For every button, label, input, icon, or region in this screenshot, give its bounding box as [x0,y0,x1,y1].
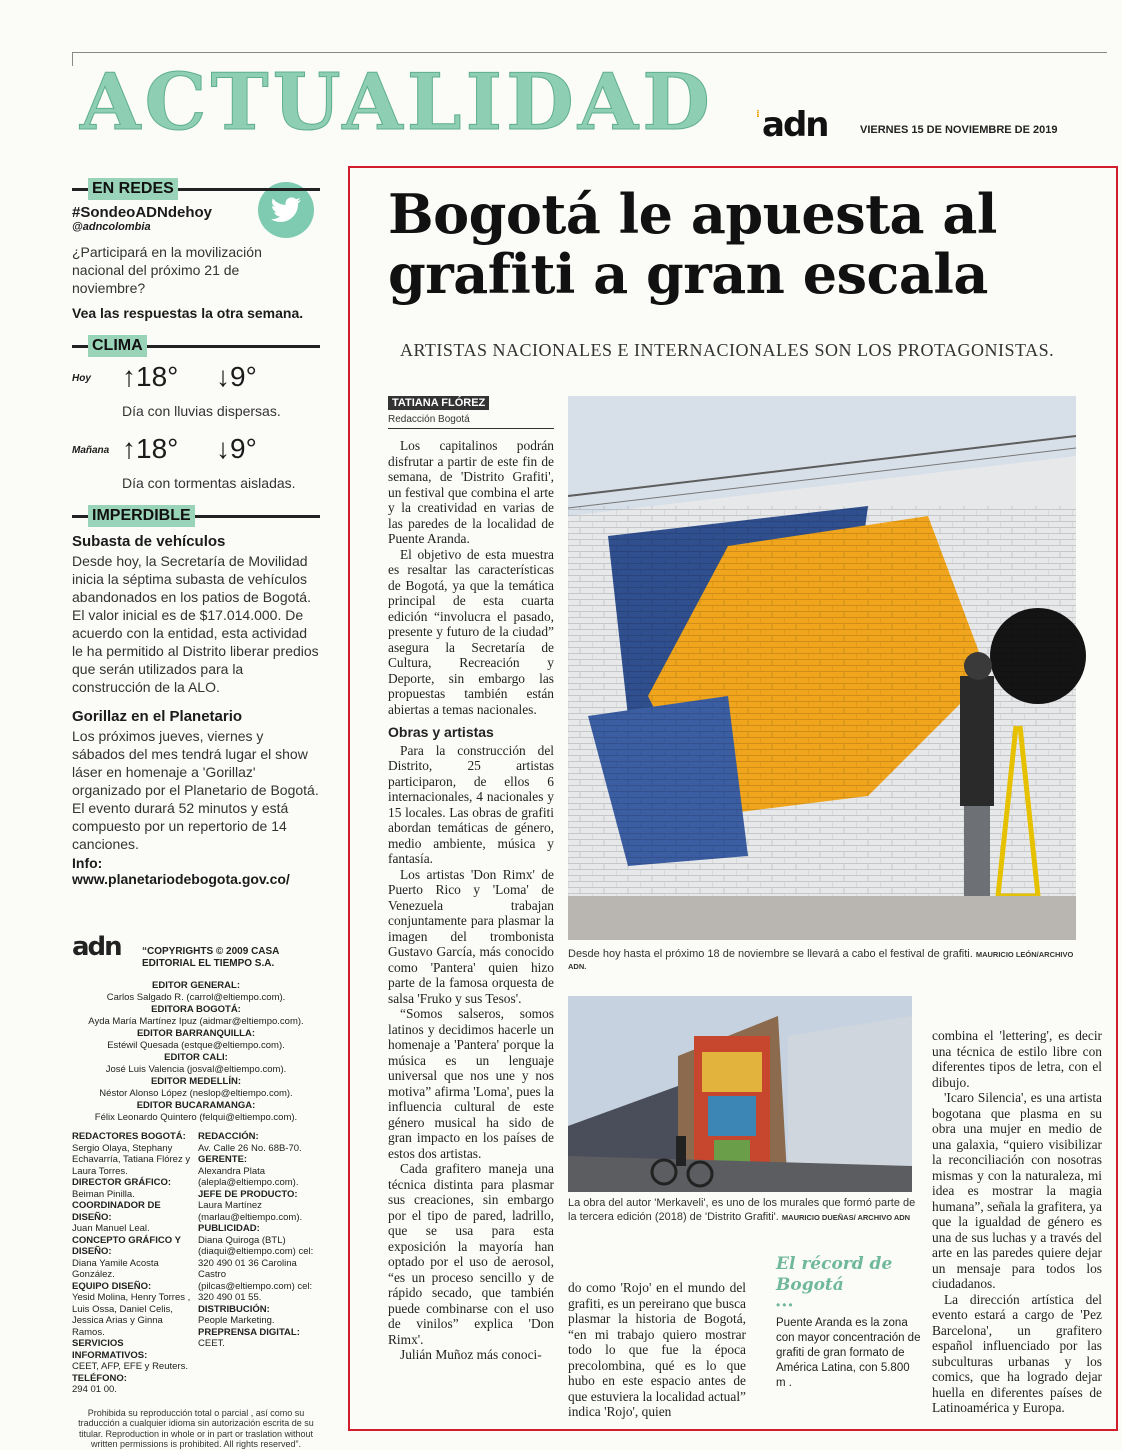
editor-title: EDITOR MEDELLÍN: [150,1076,242,1087]
brand-logo: ⁞ adn [756,105,828,145]
editor-title: EDITOR GENERAL: [152,980,240,991]
editor-entry [72,1076,320,1099]
byline-author: TATIANA FLÓREZ [388,396,489,410]
mural-photo [568,396,1076,940]
paragraph: Los capitalinos podrán disfrutar a partir de este fin de semana, de 'Distrito Grafiti', un festival que combina el arte y la creatividad en varias de las paredes de la localidad de Puente Aranda. [388,438,554,546]
poll-question: ¿Participará en la movilización nacional del próximo 21 de noviembre? [72,244,262,296]
editor-name: Estéwil Quesada (estque@eltiempo.com). [107,1039,285,1051]
staff-name: Diana Yamile Acosta González. [72,1257,159,1280]
item-text: Los próximos jueves, viernes y sábados del mes tendrá lugar el show láser en homenaje a 'Gorillaz' organizado por el Planetario de Bogotá. El evento durará 52 minutos y está compuesto por un repertorio de 14 canciones. [72,728,319,852]
section-title: ACTUALIDAD [80,57,714,148]
staff-title: DISTRIBUCIÓN: [198,1303,270,1315]
paragraph: La dirección artística del evento estará a cargo de 'Pez Barcelona', un grafitero español influenciado por las subculturas urbanas y los comics, que ha logrado dejar huella en diferentes países de Latinoamérica y Europa. [932,1291,1102,1415]
en-redes-header: EN REDES [72,178,320,200]
paragraph: combina el 'lettering', es decir una técnica de estilo libre con diferentes tipos de letra, con el dibujo. [932,1028,1102,1090]
weather-today-desc: Día con lluvias dispersas. [122,403,281,419]
staff-name: CEET, AFP, EFE y Reuters. [72,1361,188,1372]
staff-name: Beiman Pinilla. [72,1188,135,1200]
editor-entry [72,1004,320,1027]
staff-name: Alexandra Plata (alepla@eltiempo.com). [198,1165,299,1188]
staff-title: COORDINADOR DE DISEÑO: [72,1200,161,1223]
temp-high: ↑18° [122,433,179,464]
item-title: Gorillaz en el Planetario [72,708,243,725]
issue-date: VIERNES 15 DE NOVIEMBRE DE 2019 [860,124,1058,136]
temp-low: ↓9° [216,361,257,392]
weather-today: Hoy ↑18° ↓9° [72,361,257,392]
paragraph: do como 'Rojo' en el mundo del grafiti, es un pereirano que busca plasmar la historia de Bogotá, “en mi trabajo quiero mostrar todo lo que fue la época precolombina, qué es lo que hubo en este espacio antes de que estuviera la localidad actual” indica 'Rojo', quien [568,1280,746,1419]
staff-name: Laura Martínez (marlau@eltiempo.com). [198,1200,303,1223]
legal-notice: Prohibida su reproducción total o parcial , así como su traducción a cualquier idioma sin autorización escrita de su titular. Reproduction in whole or in part or traslation without written permissions is prohibited. All rights reserved”. [78,1407,314,1449]
twitter-handle: @adncolombia [72,221,151,233]
editor-title: EDITOR BUCARAMANGA: [136,1100,256,1111]
staff-title: CONCEPTO GRÁFICO Y DISEÑO: [72,1234,181,1257]
photo2-credit: MAURICIO DUEÑAS/ ARCHIVO ADN [781,1213,911,1222]
byline-rule [388,428,554,429]
byline-desk: Redacción Bogotá [388,414,470,425]
record-dots: ••• [776,1298,795,1312]
editor-name: Carlos Salgado R. (carrol@eltiempo.com). [106,991,286,1003]
credits-box [72,932,320,1450]
paragraph: Para la construcción del Distrito, 25 artistas participaron, de ellos 6 internacionales, 4 nacionales y 15 locales. Las obras de grafiti abordan temáticas de género, medio ambiente, música y fantasía. [388,742,554,866]
item-text: Desde hoy, la Secretaría de Movilidad inicia la séptima subasta de vehículos abandonados en los patios de Bogotá. El valor inicial es de $17.014.000. De acuerdo con la entidad, esta actividad le ha permitido al Distrito liberar predios que serán utilizados para la construcción de la ALO. [72,553,319,695]
staff-title: SERVICIOS INFORMATIVOS: [72,1338,148,1361]
photo1-credit: MAURICIO LEÓN/ARCHIVO ADN. [568,950,1074,971]
clima-header: CLIMA [72,335,320,357]
staff-title: PREPRENSA DIGITAL: [198,1326,300,1338]
editor-entry [72,1100,320,1123]
staff-title: DIRECTOR GRÁFICO: [72,1177,172,1188]
paragraph: El objetivo de esta muestra es resaltar las características de Bogotá, ya que la temática principal de esta cuarta edición “involucra el pasado, presente y futuro de la ciudad” asegura la Secretaría de Cultura, Recreación y Deporte, sin embargo las propuestas también están abiertas a temas nacionales. [388,546,554,717]
subtitle: Obras y artistas [388,724,494,740]
top-rule-tick [72,52,73,66]
staff-name: Sergio Olaya, Stephany Echavarría, Tatiana Flórez y Laura Torres. [72,1142,191,1177]
temp-low: ↓9° [216,433,257,464]
top-rule [72,52,1107,53]
staff-title: GERENTE: [198,1154,248,1165]
staff-list [72,1131,320,1396]
article-column-1 [388,438,554,1363]
paragraph: “Somos salseros, somos latinos y decidimos hacerle un homenaje a 'Pantera' porque la música es un lenguaje universal que nos une y nos motiva” afirma 'Loma', pues la influencia cultural de este género musical ha sido de gran impacto en los países de estos dos artistas. [388,1006,554,1161]
weather-tomorrow: Mañana ↑18° ↓9° [72,433,257,464]
photo1-caption: Desde hoy hasta el próximo 18 de noviembre se llevará a cabo el festival de grafiti. MAURICIO LEÓN/ARCHIVO ADN. [568,948,1074,971]
staff-name: Diana Quiroga (BTL) (diaqui@eltiempo.com) cel: 320 490 01 36 Carolina Castro (pilcas@eltiempo.com) cel: 320 490 01 55. [198,1234,314,1303]
editor-entry [72,1052,320,1075]
article-column-2 [568,1280,746,1420]
editor-entry [72,1028,320,1051]
editor-name: Ayda María Martínez Ipuz (aidmar@eltiempo.com). [88,1015,304,1027]
item-title: Subasta de vehículos [72,533,226,550]
staff-title: EQUIPO DISEÑO: [72,1280,152,1292]
article-column-3 [932,1028,1102,1416]
paragraph: Julián Muñoz más conoci- [400,1347,542,1362]
paragraph: 'Icaro Silencia', es una artista bogotana que plasma en su obra una mujer en medio de una galaxia, “quiero visibilizar la reconciliación con nosotras mismas y con la naturaleza, mi idea es mostrar la magia humana”, señala la grafitera, ya que la igualdad de género es una de sus luchas y a través del arte en las paredes quiere dejar un mensaje para todos los ciudadanos. [932,1090,1102,1291]
editor-name: José Luis Valencia (josval@eltiempo.com). [105,1063,287,1075]
staff-name: Yesid Molina, Henry Torres , Luis Ossa, Daniel Celis, Jessica Arias y Ginna Ramos. [72,1292,191,1338]
staff-title: PUBLICIDAD: [198,1223,260,1234]
editor-title: EDITOR CALI: [164,1052,228,1063]
staff-title: REDACCIÓN: [198,1131,259,1142]
photo2-caption: La obra del autor 'Merkaveli', es uno de los murales que formó parte de la tercera edición (2018) de 'Distrito Grafiti'. MAURICIO DUEÑAS/ ARCHIVO ADN [568,1197,916,1223]
article-headline: Bogotá le apuesta al grafiti a gran escala [388,182,997,306]
weather-tomorrow-desc: Día con tormentas aisladas. [122,475,296,491]
sidebar [72,178,320,887]
editors-list [72,980,320,1123]
paragraph: Cada grafitero maneja una técnica distinta para plasmar sus creaciones, sin embargo por el tipo de pared, ladrillo, que se usa para esta exposición la mayoría han optado por el uso de aerosol, “es un proceso sencillo y de rápido secado, que también puede combinarse con el uso de vinilos” explica 'Don Rimx'. [388,1161,554,1347]
paragraph: Los artistas 'Don Rimx' de Puerto Rico y 'Loma' de Venezuela trabajan conjuntamente para plasmar la imagen del trombonista Gustavo García, más conocido como 'Pantera' quien hizo parte de la famosa orquesta de salsa 'Fruko y sus Tesos'. [388,866,554,1006]
staff-title: TELÉFONO: [72,1372,127,1384]
staff-name: CEET. [198,1338,225,1349]
hashtag: #SondeoADNdehoy [72,204,213,221]
logo-dots-icon: ⁞ [756,109,760,120]
imperdible-header: IMPERDIBLE [72,505,320,527]
info-link[interactable]: Info: www.planetariodebogota.gov.co/ [72,855,290,887]
brand-logo-small: adn [72,932,121,962]
staff-name: 294 01 00. [72,1384,117,1395]
editor-title: EDITOR BARRANQUILLA: [136,1028,256,1039]
record-box-title: El récord de Bogotá [776,1254,893,1295]
record-box-text: Puente Aranda es la zona con mayor concentración de grafiti de gran formato de América Latina, con 5.800 m . [776,1317,921,1389]
copyright: “COPYRIGHTS © 2009 CASA EDITORIAL EL TIEMPO S.A. [142,946,280,969]
staff-title: JEFE DE PRODUCTO: [198,1188,298,1200]
editor-entry [72,980,320,1003]
staff-title: REDACTORES BOGOTÁ: [72,1131,186,1142]
article-subhead: ARTISTAS NACIONALES E INTERNACIONALES SON LOS PROTAGONISTAS. [400,340,1055,360]
staff-name: People Marketing. [198,1315,275,1326]
staff-name: Av. Calle 26 No. 68B-70. [198,1142,302,1154]
editor-title: EDITORA BOGOTÁ: [151,1004,241,1015]
poll-cta: Vea las respuestas la otra semana. [72,305,304,321]
editor-name: Néstor Alonso López (neslop@eltiempo.com). [99,1087,293,1099]
temp-high: ↑18° [122,361,179,392]
mural-photo-merkaveli [568,996,912,1192]
editor-name: Félix Leonardo Quintero (felqui@eltiempo.com). [94,1111,298,1123]
staff-name: Juan Manuel Leal. [72,1223,150,1234]
